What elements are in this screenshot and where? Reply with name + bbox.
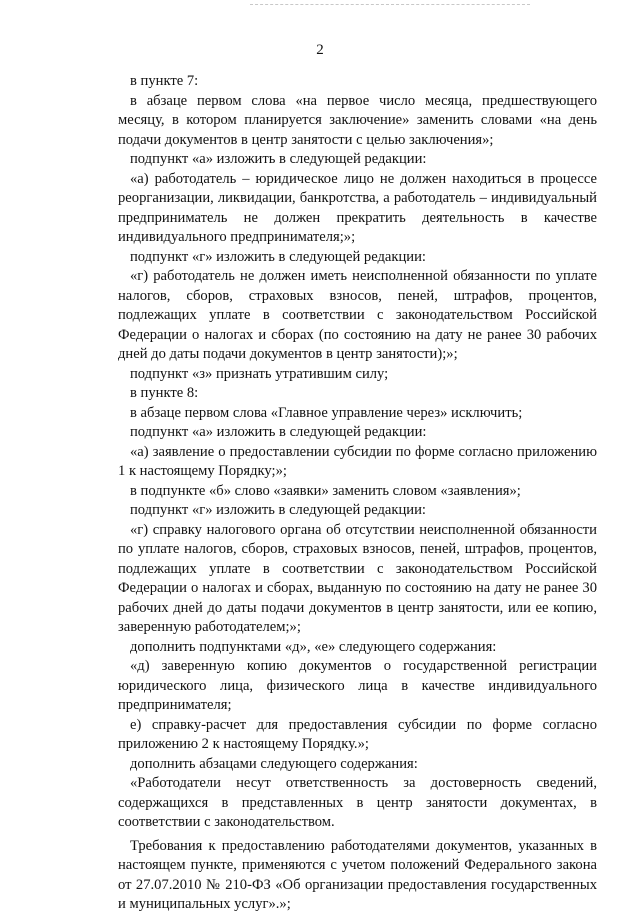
paragraph: Требования к предоставлению работодателями документов, указанных в настоящем пункте, применяются с учетом положений Федерального закона от 27.07.2010 № 210-ФЗ «Об организации предоставления государственных и муниципальных услуг».»; bbox=[118, 837, 597, 912]
paragraph: «г) справку налогового органа об отсутствии неисполненной обязанности по уплате налогов, сборов, страховых взносов, пеней, штрафов, процентов, подлежащих уплате в соответствии с законодательством Российской Федерации о налогах и сборах, выданную по состоянию на дату не ранее 30 рабочих дней до даты подачи документов в центр занятости, или ее копию, заверенную работодателем;»; bbox=[118, 521, 597, 635]
scan-edge-mark bbox=[250, 4, 530, 5]
paragraph: подпункт «г» изложить в следующей редакции: bbox=[130, 502, 426, 518]
paragraph: в подпункте «б» слово «заявки» заменить словом «заявления»; bbox=[130, 482, 521, 499]
paragraph: подпункт «а» изложить в следующей редакции: bbox=[130, 424, 427, 440]
paragraph: дополнить абзацами следующего содержания: bbox=[130, 755, 418, 772]
paragraph: подпункт «а» изложить в следующей редакции: bbox=[130, 151, 427, 167]
paragraph: в пункте 8: bbox=[130, 385, 199, 401]
paragraph: «Работодатели несут ответственность за достоверность сведений, содержащихся в представленных в центр занятости документах, в соответствии с законодательством. bbox=[118, 775, 597, 830]
paragraph: подпункт «г» изложить в следующей редакции: bbox=[130, 248, 426, 265]
paragraph: в абзаце первом слова «Главное управление через» исключить; bbox=[130, 404, 523, 421]
page-number: 2 bbox=[316, 42, 324, 58]
document-body bbox=[118, 72, 597, 915]
paragraph: е) справку-расчет для предоставления субсидии по форме согласно приложению 2 к настоящему Порядку.»; bbox=[118, 716, 597, 752]
paragraph: в пункте 7: bbox=[130, 73, 199, 89]
paragraph: «д) заверенную копию документов о государственной регистрации юридического лица, физического лица в качестве индивидуального предпринимателя; bbox=[118, 658, 597, 713]
paragraph: подпункт «з» признать утратившим силу; bbox=[130, 365, 389, 382]
paragraph: дополнить подпунктами «д», «е» следующего содержания: bbox=[130, 638, 497, 655]
paragraph: «г) работодатель не должен иметь неисполненной обязанности по уплате налогов, сборов, страховых взносов, пеней, штрафов, процентов, подлежащих уплате в соответствии с законодательством Российской Федерации о налогах и сборах (по состоянию на дату не ранее 30 рабочих дней до даты подачи документов в центр занятости);»; bbox=[118, 268, 597, 362]
paragraph: «а) заявление о предоставлении субсидии по форме согласно приложению 1 к настоящему Порядку;»; bbox=[118, 443, 597, 479]
paragraph: в абзаце первом слова «на первое число месяца, предшествующего месяцу, в котором планируется заключение» заменить словами «на день подачи документов в центр занятости с целью заключения»; bbox=[118, 92, 597, 148]
paragraph: «а) работодатель – юридическое лицо не должен находиться в процессе реорганизации, ликвидации, банкротства, а работодатель – индивидуальный предприниматель не должен прекратить деятельность в качестве индивидуального предпринимателя;»; bbox=[118, 170, 597, 245]
